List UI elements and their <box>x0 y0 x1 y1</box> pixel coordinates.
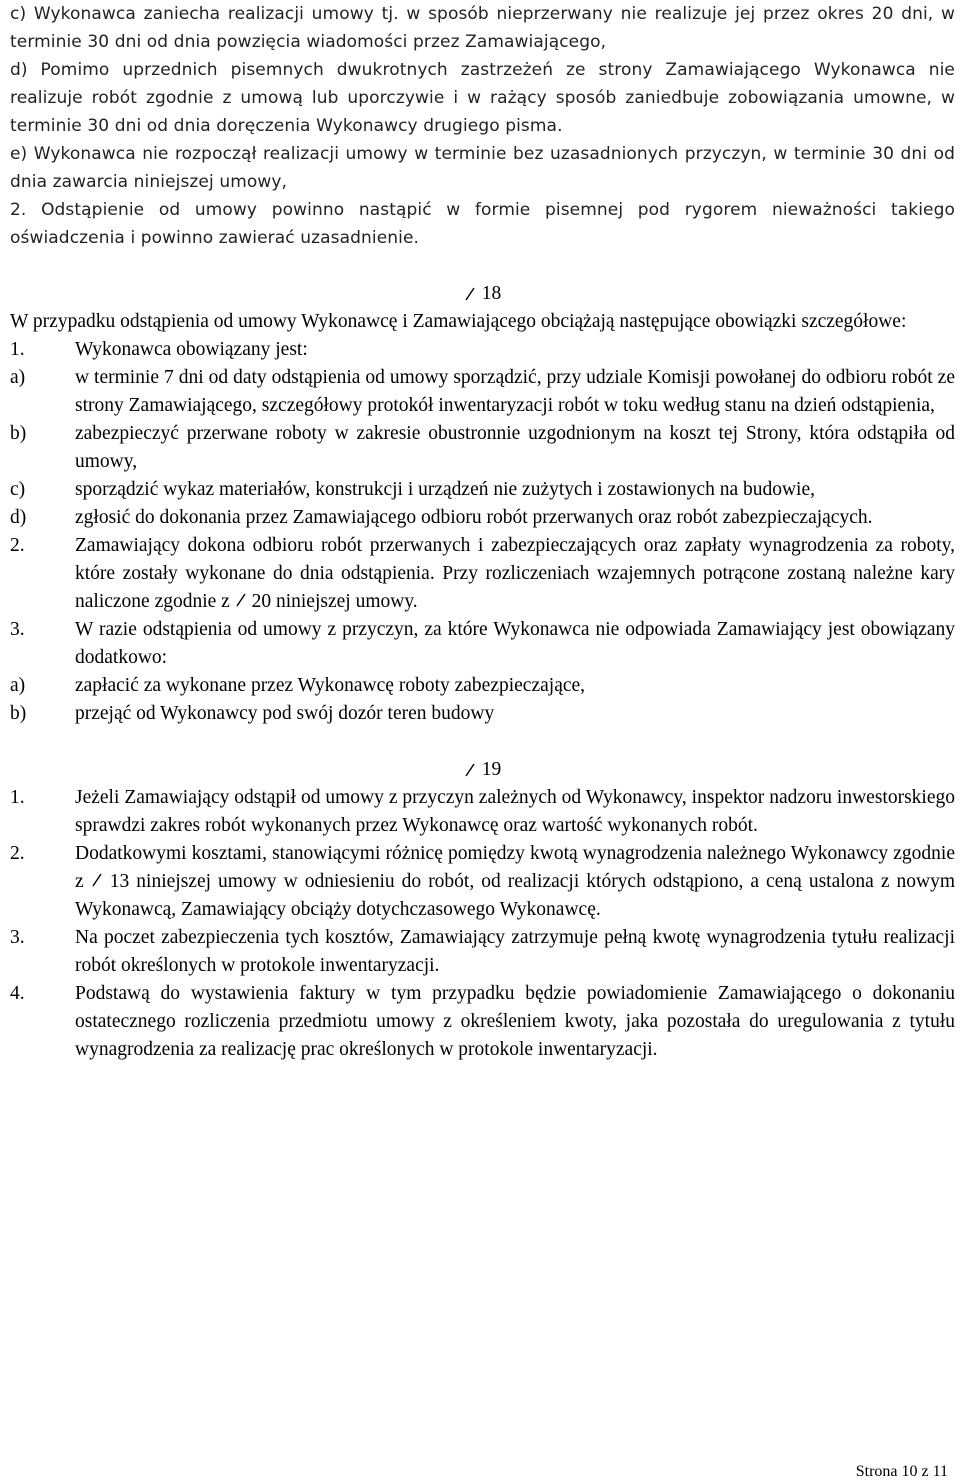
section-19-heading <box>10 756 955 784</box>
section-sign-icon <box>235 590 247 610</box>
section-sign-icon <box>464 760 476 780</box>
section-sign-icon <box>91 870 103 890</box>
section-18-intro: W przypadku odstąpienia od umowy Wykonawcę i Zamawiającego obciążają następujące obowiązki szczegółowe: <box>10 311 907 332</box>
s19-item: 3. Na poczet zabezpieczenia tych kosztów, Zamawiający zatrzymuje pełną kwotę wynagrodzenia tytułu realizacji robót określonych w protokole inwentaryzacji. <box>10 927 955 976</box>
s19-item: 2. Dodatkowymi kosztami, stanowiącymi różnicę pomiędzy kwotą wynagrodzenia należnego Wykonawcy zgodnie z 13 niniejszej umowy w odniesieniu do robót, od realizacji których odstąpiono, a ceną ustalona z nowym Wykonawcą, Zamawiający obciąży dotychczasowego Wykonawcę. <box>10 843 956 920</box>
section-19-number: 19 <box>481 759 502 780</box>
s18-item: c) sporządzić wykaz materiałów, konstrukcji i urządzeń nie zużytych i zostawionych na budowie, <box>10 479 816 500</box>
s18-item: 3. W razie odstąpienia od umowy z przyczyn, za które Wykonawca nie odpowiada Zamawiający jest obowiązany dodatkowo: <box>10 619 955 668</box>
document-page <box>10 0 955 1064</box>
s19-item: 1. Jeżeli Zamawiający odstąpił od umowy z przyczyn zależnych od Wykonawcy, inspektor nadzoru inwestorskiego sprawdzi zakres robót wykonanych przez Wykonawcę oraz wartość wykonanych robót. <box>10 787 955 836</box>
s18-item: a) w terminie 7 dni od daty odstąpienia od umowy sporządzić, przy udziale Komisji powołanej do odbioru robót ze strony Zamawiającego, szczegółowy protokół inwentaryzacji robót w toku według stanu na dzień odstąpienia, <box>10 367 955 416</box>
clause-d: d) Pomimo uprzednich pisemnych dwukrotnych zastrzeżeń ze strony Zamawiającego Wykonawca nie realizuje robót zgodnie z umową lub uporczywie i w rażący sposób zaniedbuje zobowiązania umowne, w terminie 30 dni od dnia doręczenia Wykonawcy drugiego pisma. <box>10 60 955 136</box>
clause-c: c) Wykonawca zaniecha realizacji umowy tj. w sposób nieprzerwany nie realizuje jej przez okres 20 dni, w terminie 30 dni od dnia powzięcia wiadomości przez Zamawiającego, <box>10 4 955 52</box>
s18-item: 1. Wykonawca obowiązany jest: <box>10 339 308 360</box>
s18-item: d) zgłosić do dokonania przez Zamawiającego odbioru robót przerwanych oraz robót zabezpieczających. <box>10 507 873 528</box>
clause-2: 2. Odstąpienie od umowy powinno nastąpić w formie pisemnej pod rygorem nieważności takiego oświadczenia i powinno zawierać uzasadnienie. <box>10 200 955 248</box>
s18-item: b) zabezpieczyć przerwane roboty w zakresie obustronnie uzgodnionym na koszt tej Strony, która odstąpiła od umowy, <box>10 423 955 472</box>
s18-item: a) zapłacić za wykonane przez Wykonawcę roboty zabezpieczające, <box>10 675 586 696</box>
clause-e: e) Wykonawca nie rozpoczął realizacji umowy w terminie bez uzasadnionych przyczyn, w terminie 30 dni od dnia zawarcia niniejszej umowy, <box>10 144 955 192</box>
s19-item: 4. Podstawą do wystawienia faktury w tym przypadku będzie powiadomienie Zamawiającego o dokonaniu ostatecznego rozliczenia przedmiotu umowy z określeniem kwoty, jaka pozostała do uregulowania z tytułu wynagrodzenia za realizację prac określonych w protokole inwentaryzacji. <box>10 983 955 1060</box>
section-18-heading <box>10 280 955 308</box>
s18-item: b) przejąć od Wykonawcy pod swój dozór teren budowy <box>10 703 495 724</box>
s18-item: 2. Zamawiający dokona odbioru robót przerwanych i zabezpieczających oraz zapłaty wynagrodzenia za roboty, które zostały wykonane do dnia odstąpienia. Przy rozliczeniach wzajemnych potrącone zostaną należne kary naliczone zgodnie z 20 niniejszej umowy. <box>10 535 955 612</box>
section-18-number: 18 <box>481 283 502 304</box>
section-sign-icon <box>464 284 476 304</box>
page-number: Strona 10 z 11 <box>855 1463 948 1480</box>
section-ref: 20 <box>251 591 272 612</box>
section-ref: 13 <box>109 871 130 892</box>
